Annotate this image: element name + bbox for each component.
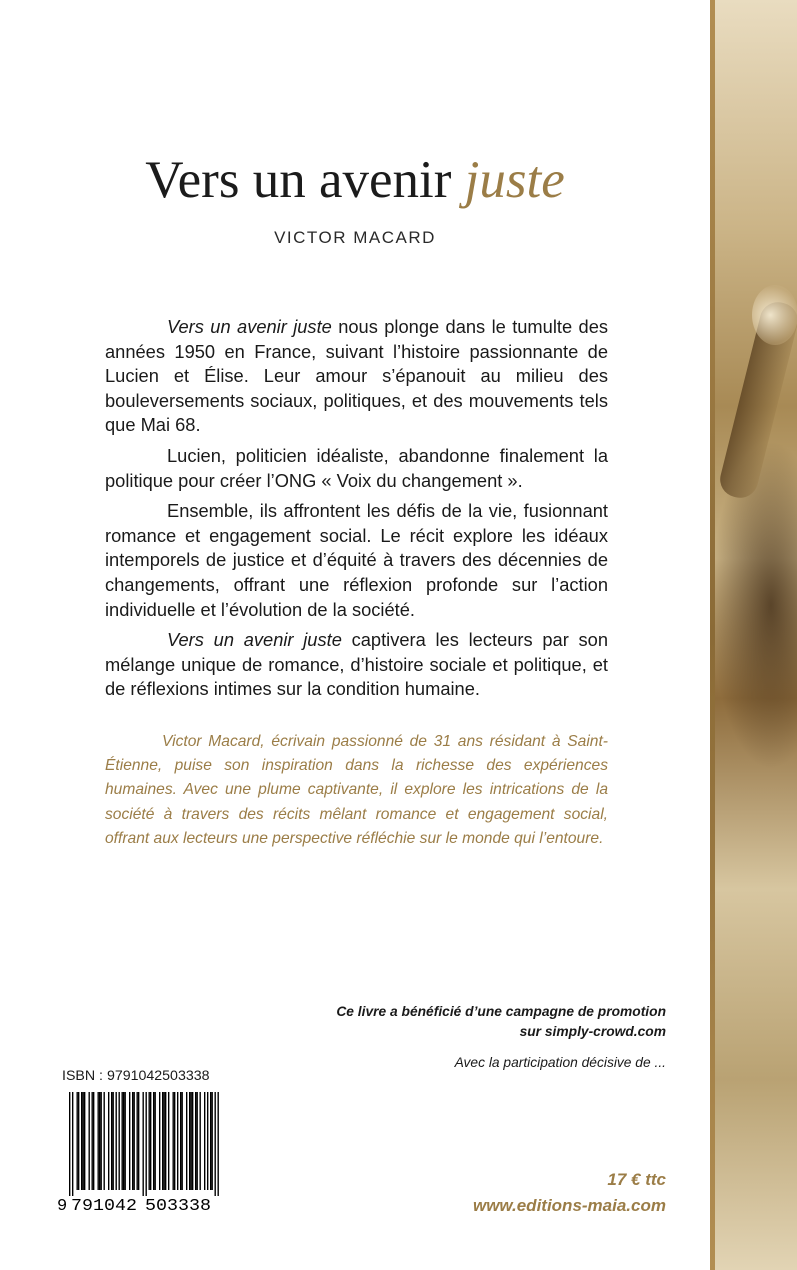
barcode-bar	[108, 1092, 109, 1190]
barcode-bar	[69, 1092, 70, 1196]
barcode-bar	[182, 1092, 183, 1190]
synopsis-paragraph	[105, 315, 608, 438]
synopsis-text: captivera les lecteurs par son mélange unique de romance, d’histoire sociale et politique, et de réflexions intimes sur la condition humaine.	[105, 629, 608, 700]
barcode-bar	[138, 1092, 139, 1190]
barcode-bar	[174, 1092, 175, 1190]
barcode-bar	[125, 1092, 126, 1190]
book-title	[0, 150, 710, 210]
barcode-bar	[192, 1092, 193, 1190]
barcode-bar	[93, 1092, 94, 1190]
barcode-bar	[200, 1092, 201, 1190]
strip-border	[710, 0, 715, 1270]
barcode-bar	[98, 1092, 99, 1190]
barcode-bar	[81, 1092, 82, 1190]
raised-hand-image	[752, 285, 797, 345]
promo-link-text: sur simply-crowd.com	[519, 1024, 666, 1039]
barcode-bar	[215, 1092, 216, 1196]
promo-line: Ce livre a bénéficié d’une campagne de promotion	[336, 1004, 666, 1019]
barcode-bar	[84, 1092, 85, 1190]
barcode-bar	[111, 1092, 112, 1190]
synopsis-title-ref: Vers un avenir juste	[167, 629, 342, 651]
barcode-bar	[116, 1092, 117, 1190]
barcode-bar	[143, 1092, 144, 1196]
barcode-bar	[122, 1092, 123, 1190]
barcode-bar	[146, 1092, 147, 1196]
author-bio: Victor Macard, écrivain passionné de 31 ans résidant à Saint-Étienne, puise son inspiration dans la richesse des expériences humaines. Avec une plume captivante, il explore les intrications de la société à travers des récits mêlant romance et engagement social, offrant aux lecteurs une perspective réfléchie sur le monde qui l’entoure.	[105, 733, 608, 847]
barcode-bar	[77, 1092, 78, 1190]
barcode-bar	[113, 1092, 114, 1190]
synopsis-paragraph: Lucien, politicien idéaliste, abandonne finalement la politique pour créer l’ONG « Voix du changement ».	[105, 444, 608, 491]
barcode-bar	[92, 1092, 93, 1190]
cover-photo-strip	[710, 0, 797, 1270]
barcode-bar	[129, 1092, 130, 1190]
barcode-bar	[207, 1092, 208, 1190]
barcode-bar	[180, 1092, 181, 1190]
barcode-bar	[212, 1092, 213, 1190]
barcode-bar	[149, 1092, 150, 1190]
barcode-digits-right: 503338	[145, 1197, 211, 1210]
barcode-bar	[99, 1092, 100, 1190]
barcode-bar	[123, 1092, 124, 1190]
synopsis-paragraph	[105, 628, 608, 702]
barcode-bar	[159, 1092, 160, 1190]
barcode-bar	[162, 1092, 163, 1190]
barcode-bar	[177, 1092, 178, 1190]
barcode-bar	[186, 1092, 187, 1190]
barcode-bar	[72, 1092, 73, 1196]
synopsis-title-ref: Vers un avenir juste	[167, 316, 332, 337]
barcode-bar	[165, 1092, 166, 1190]
barcode-bar	[78, 1092, 79, 1190]
barcode-bar	[218, 1092, 219, 1196]
participation-note: Avec la participation décisive de ...	[454, 1055, 666, 1070]
publisher-website: www.editions-maia.com	[472, 1196, 666, 1215]
barcode-bar	[153, 1092, 154, 1190]
barcode	[57, 1090, 222, 1210]
synopsis-text: nous plonge dans le tumulte des années 1950 en France, suivant l’histoire passionnante de Lucien et Élise. Leur amour s’épanouit au milieu des bouleversements sociaux, politiques, et des mouvements tels que Mai 68.	[105, 316, 609, 436]
author-name: VICTOR MACARD	[274, 228, 436, 247]
isbn-label: ISBN : 9791042503338	[62, 1068, 210, 1084]
barcode-bar	[101, 1092, 102, 1190]
price: 17 € ttc	[607, 1170, 666, 1189]
barcode-bar	[189, 1092, 190, 1190]
barcode-bar	[119, 1092, 120, 1190]
barcode-bar	[155, 1092, 156, 1190]
barcode-bar	[132, 1092, 133, 1190]
synopsis-paragraph: Ensemble, ils affrontent les défis de la vie, fusionnant romance et engagement social. Le récit explore les idéaux intemporels de justice et d’équité à travers des décennies de changements, offrant une réflexion profonde sur l’action individuelle et l’évolution de la société.	[105, 500, 608, 620]
barcode-bar	[134, 1092, 135, 1190]
title-accent: juste	[464, 151, 565, 209]
promo-notice	[206, 1002, 666, 1042]
barcode-bar	[168, 1092, 169, 1190]
synopsis	[105, 315, 608, 708]
barcode-bar	[104, 1092, 105, 1190]
barcode-bar	[83, 1092, 84, 1190]
barcode-bar	[150, 1092, 151, 1190]
barcode-bar	[173, 1092, 174, 1190]
barcode-bar	[210, 1092, 211, 1190]
barcode-bar	[204, 1092, 205, 1190]
title-main: Vers un avenir	[145, 151, 452, 209]
barcode-bar	[191, 1092, 192, 1190]
barcode-bar	[164, 1092, 165, 1190]
barcode-digits-left: 791042	[71, 1197, 137, 1210]
barcode-bar	[197, 1092, 198, 1190]
barcode-bar	[137, 1092, 138, 1190]
barcode-bar	[89, 1092, 90, 1190]
barcode-bar	[195, 1092, 196, 1190]
barcode-digit-lead: 9	[57, 1197, 68, 1210]
